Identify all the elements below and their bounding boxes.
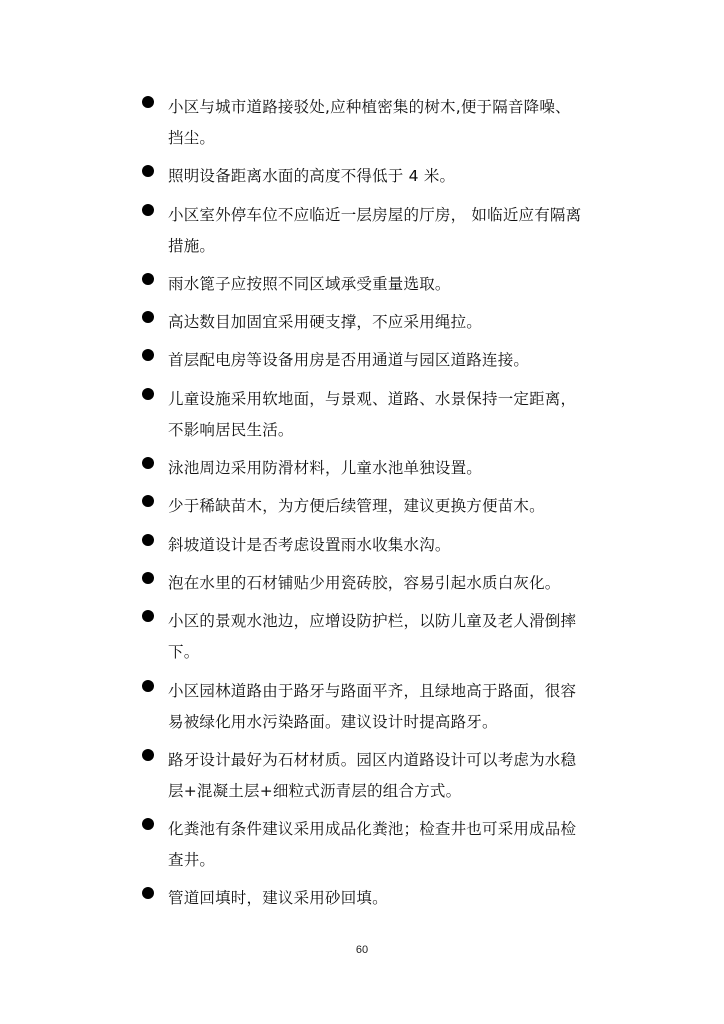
list-item-text: 下。 <box>168 643 200 662</box>
bullet-icon <box>142 495 154 507</box>
bullet-icon <box>142 165 154 177</box>
list-item <box>140 880 620 916</box>
list-item <box>140 450 620 486</box>
list-item <box>140 381 620 448</box>
list-item-text: 高达数目加固宜采用硬支撑，不应采用绳拉。 <box>168 313 483 332</box>
bullet-icon <box>142 349 154 361</box>
list-item-text: 措施。 <box>168 236 216 255</box>
list-item-text: 少于稀缺苗木，为方便后续管理，建议更换方便苗木。 <box>168 497 545 516</box>
list-item <box>140 527 620 563</box>
list-item-text: 易被绿化用水污染路面。建议设计时提高路牙。 <box>168 712 498 731</box>
bullet-icon <box>142 204 154 216</box>
list-item <box>140 266 620 302</box>
list-item <box>140 565 620 601</box>
list-item <box>140 603 620 670</box>
list-item <box>140 673 620 740</box>
list-item-text: 路牙设计最好为石材材质。园区内道路设计可以考虑为水稳 <box>168 750 577 769</box>
list-item-text: 雨水篦子应按照不同区域承受重量选取。 <box>168 274 451 293</box>
bullet-list <box>140 94 620 924</box>
bullet-icon <box>142 610 154 622</box>
bullet-icon <box>142 457 154 469</box>
list-item-text: 小区的景观水池边，应增设防护栏，以防儿童及老人滑倒摔 <box>168 612 577 631</box>
bullet-icon <box>142 273 154 285</box>
list-item-text: 斜坡道设计是否考虑设置雨水收集水沟。 <box>168 535 451 554</box>
list-item <box>140 197 620 264</box>
list-item-text: 化粪池有条件建议采用成品化粪池；检查井也可采用成品检 <box>168 820 577 839</box>
list-item-text: 泳池周边采用防滑材料，儿童水池单独设置。 <box>168 459 483 478</box>
list-item-text: 小区与城市道路接驳处,应种植密集的树木,便于隔音降噪、 <box>168 98 571 116</box>
bullet-icon <box>142 680 154 692</box>
list-item-text: 管道回填时，建议采用砂回填。 <box>168 889 388 908</box>
bullet-icon <box>142 388 154 400</box>
list-item-text: 儿童设施采用软地面，与景观、道路、水景保持一定距离， <box>168 389 577 408</box>
list-item <box>140 89 620 156</box>
list-item-text: 小区室外停车位不应临近一层房屋的厅房， 如临近应有隔离 <box>168 205 582 224</box>
page-number: 60 <box>355 944 369 956</box>
list-item <box>140 304 620 340</box>
list-item-text: 小区园林道路由于路牙与路面平齐，且绿地高于路面，很容 <box>168 681 577 700</box>
list-item <box>140 158 620 194</box>
bullet-icon <box>142 749 154 761</box>
list-item-text: 不影响居民生活。 <box>168 420 294 439</box>
list-item-text: 照明设备距离水面的高度不得低于 4 米。 <box>168 167 456 186</box>
bullet-icon <box>142 311 154 323</box>
list-item-text: 查井。 <box>168 851 216 870</box>
bullet-icon <box>142 96 154 108</box>
list-item <box>140 811 620 878</box>
list-item-text: 首层配电房等设备用房是否用通道与园区道路连接。 <box>168 351 530 370</box>
list-item <box>140 488 620 524</box>
bullet-icon <box>142 572 154 584</box>
list-item <box>140 342 620 378</box>
list-item-text: 层+混凝土层+细粒式沥青层的组合方式。 <box>168 781 462 800</box>
bullet-icon <box>142 887 154 899</box>
list-item-text: 挡尘。 <box>168 129 216 147</box>
bullet-icon <box>142 534 154 546</box>
bullet-icon <box>142 818 154 830</box>
list-item <box>140 742 620 809</box>
list-item-text: 泡在水里的石材铺贴少用瓷砖胶，容易引起水质白灰化。 <box>168 573 561 592</box>
